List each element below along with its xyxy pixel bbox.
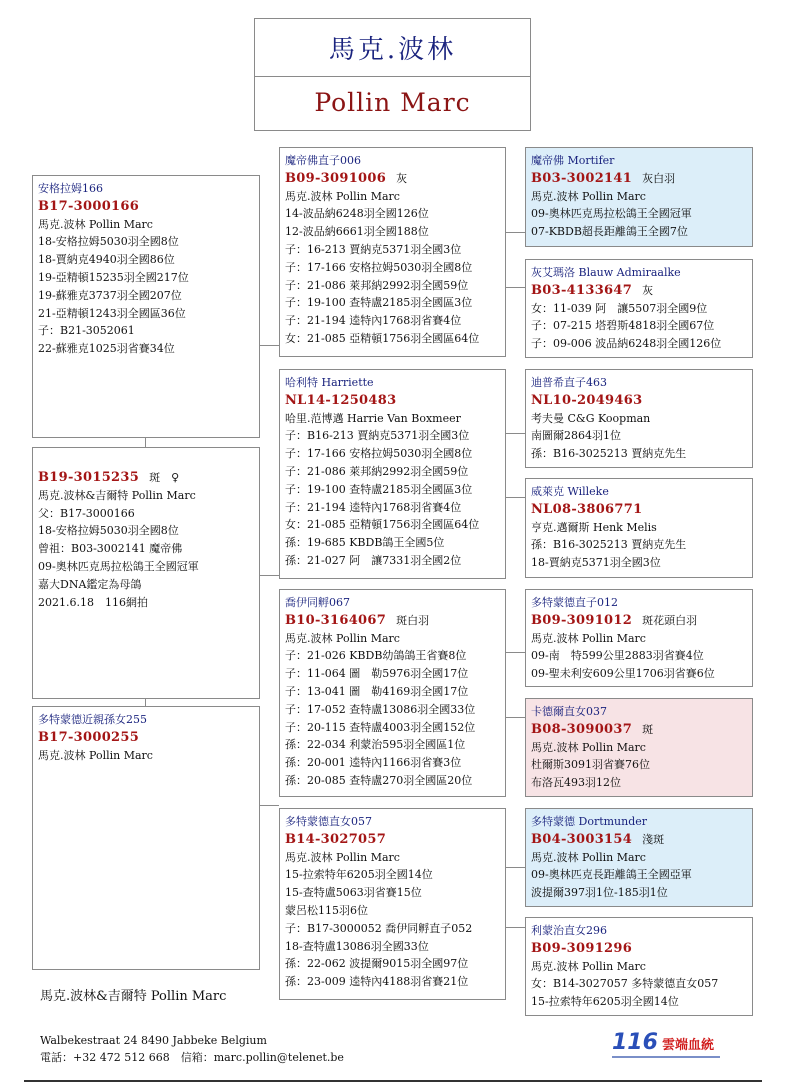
dss-card [525, 589, 753, 687]
dam-sire-line: 子：20-115 查特盧4003羽全國152位 [285, 720, 476, 734]
dam-sire-line: 子：17-052 查特盧13086羽全國33位 [285, 702, 476, 716]
connector-line [505, 287, 525, 288]
ssd-name: 灰艾瑪洛 Blauw Admiraalke [531, 266, 681, 279]
sire-line: 22-蘇雅克1025羽省賽34位 [38, 342, 175, 356]
sds-line: 南圖爾2864羽1位 [531, 429, 621, 443]
sire-sire-line: 女：21-085 亞精頓1756羽全國區64位 [285, 331, 480, 345]
contact-line: 電話：+32 472 512 668 信箱：marc.pollin@telenet.be [40, 1051, 344, 1064]
sss-ring: B03-3002141 灰白羽 [531, 170, 676, 186]
sire-line: 19-亞精頓15235羽全國217位 [38, 270, 189, 284]
dam-card [32, 706, 260, 970]
sdd-ring: NL08-3806771 [531, 501, 643, 517]
dam-dam-line: 蒙呂松115羽6位 [285, 903, 368, 917]
sdd-card [525, 478, 753, 578]
subject-line: 18-安格拉姆5030羽全國8位 [38, 524, 179, 538]
sire-sire-name: 魔帝佛直子006 [285, 154, 361, 167]
sire-line: 18-安格拉姆5030羽全國8位 [38, 235, 179, 249]
sire-ring: B17-3000166 [38, 198, 140, 214]
ddd-ring: B09-3091296 [531, 940, 633, 956]
ddd-line: 女：B14-3027057 多特蒙德直女057 [531, 977, 719, 991]
title-chinese: 馬克.波林 [255, 19, 530, 77]
dam-line: 馬克.波林 Pollin Marc [38, 748, 153, 762]
sss-name: 魔帝佛 Mortifer [531, 154, 615, 167]
sire-dam-line: 子：19-100 查特盧2185羽全國區3位 [285, 482, 473, 496]
sire-sire-ring: B09-3091006 灰 [285, 170, 408, 186]
dam-dam-name: 多特蒙德直女057 [285, 815, 372, 828]
dam-dam-line: 15-查特盧5063羽省賽15位 [285, 886, 422, 900]
subject-line: 09-奧林匹克馬拉松鴿王全國冠軍 [38, 559, 199, 573]
connector-line [259, 805, 279, 806]
sire-sire-line: 馬克.波林 Pollin Marc [285, 189, 400, 203]
connector-line [505, 717, 525, 718]
sire-sire-line: 子：17-166 安格拉姆5030羽全國8位 [285, 260, 473, 274]
connector-line [505, 867, 525, 868]
sire-dam-line: 哈里.范博邁 Harrie Van Boxmeer [285, 411, 461, 425]
ddd-card [525, 917, 753, 1016]
sdd-name: 威萊克 Willeke [531, 485, 609, 498]
sds-card [525, 369, 753, 468]
owner-name: 馬克.波林&吉爾特 Pollin Marc [40, 989, 227, 1004]
dss-line: 09-南 特599公里2883羽省賽4位 [531, 649, 704, 663]
dam-name: 多特蒙德近親孫女255 [38, 713, 147, 726]
sire-line: 子：B21-3052061 [38, 324, 135, 338]
dam-sire-line: 馬克.波林 Pollin Marc [285, 631, 400, 645]
address-line: Walbekestraat 24 8490 Jabbeke Belgium [40, 1034, 267, 1047]
sss-line: 09-奧林匹克馬拉松鴿王全國冠軍 [531, 207, 692, 221]
sire-line: 21-亞精頓1243羽全國區36位 [38, 306, 186, 320]
connector-line [145, 698, 146, 706]
dds-line: 馬克.波林 Pollin Marc [531, 850, 646, 864]
sire-sire-line: 12-波品納6661羽全國188位 [285, 225, 429, 239]
dam-sire-line: 孫：22-034 利蒙治595羽全國區1位 [285, 738, 466, 752]
subject-line: 嘉大DNA鑑定為母鴿 [38, 577, 142, 591]
dam-sire-line: 孫：20-001 逵特內1166羽省賽3位 [285, 756, 462, 770]
logo-text: 雲端血統 [661, 1038, 714, 1053]
dam-sire-ring: B10-3164067 斑白羽 [285, 612, 430, 628]
connector-line [145, 437, 146, 447]
sire-line: 19-蘇雅克3737羽全國207位 [38, 288, 182, 302]
connector-line [505, 927, 525, 928]
dam-dam-line: 孫：22-062 波提爾9015羽全國97位 [285, 957, 469, 971]
dds-name: 多特蒙德 Dortmunder [531, 815, 648, 828]
sire-sire-card [279, 147, 506, 357]
connector-line [259, 575, 279, 576]
dds-line: 09-奧林匹克長距離鴿王全國亞軍 [531, 868, 692, 882]
logo-underline [612, 1056, 720, 1058]
connector-line [505, 497, 525, 498]
ssd-ring: B03-4133647 灰 [531, 282, 654, 298]
sire-sire-line: 子：19-100 查特盧2185羽全國區3位 [285, 296, 473, 310]
dsd-name: 卡德爾直女037 [531, 705, 607, 718]
sds-line: 孫：B16-3025213 賈納克先生 [531, 447, 687, 461]
sire-dam-line: 子：21-086 萊邦納2992羽全國59位 [285, 464, 469, 478]
dds-ring: B04-3003154 淺斑 [531, 831, 665, 847]
ddd-name: 利蒙治直女296 [531, 924, 607, 937]
connector-line [505, 232, 525, 233]
dam-dam-card [279, 808, 506, 1000]
dam-sire-line: 子：11-064 圖 勒5976羽全國17位 [285, 667, 469, 681]
dss-name: 多特蒙德直子012 [531, 596, 618, 609]
subject-name [38, 452, 254, 469]
dds-card [525, 808, 753, 907]
sss-card [525, 147, 753, 247]
dam-ring: B17-3000255 [38, 729, 140, 745]
sire-dam-line: 女：21-085 亞精頓1756羽全國區64位 [285, 518, 480, 532]
sire-line: 馬克.波林 Pollin Marc [38, 217, 153, 231]
dam-dam-line: 18-查特盧13086羽全國33位 [285, 939, 429, 953]
sire-sire-line: 子：21-194 逵特內1768羽省賽4位 [285, 314, 462, 328]
sire-dam-name: 哈利特 Harriette [285, 376, 374, 389]
dsd-line: 馬克.波林 Pollin Marc [531, 740, 646, 754]
subject-ring: B19-3015235 斑 ♀ [38, 470, 180, 485]
ddd-line: 15-拉索特年6205羽全國14位 [531, 995, 679, 1009]
sire-dam-line: 子：B16-213 賈納克5371羽全國3位 [285, 429, 470, 443]
sdd-line: 18-賈納克5371羽全國3位 [531, 556, 661, 570]
sss-line: 馬克.波林 Pollin Marc [531, 189, 646, 203]
sire-card [32, 175, 260, 438]
dsd-card [525, 698, 753, 797]
ssd-card [525, 259, 753, 358]
ssd-line: 子：09-006 波品納6248羽全國126位 [531, 337, 722, 351]
sire-dam-ring: NL14-1250483 [285, 392, 397, 408]
subject-line: 父：B17-3000166 [38, 506, 135, 520]
subject-line: 曾祖：B03-3002141 魔帝佛 [38, 542, 183, 556]
page-bottom-rule [24, 1080, 762, 1082]
sire-sire-line: 子：16-213 賈納克5371羽全國3位 [285, 242, 462, 256]
dss-line: 馬克.波林 Pollin Marc [531, 631, 646, 645]
dsd-ring: B08-3090037 斑 [531, 721, 654, 737]
dam-sire-name: 喬伊同孵067 [285, 596, 350, 609]
sire-dam-line: 孫：21-027 阿 讓7331羽全國2位 [285, 553, 462, 567]
sire-sire-line: 子：21-086 萊邦納2992羽全國59位 [285, 278, 469, 292]
sdd-line: 孫：B16-3025213 賈納克先生 [531, 538, 687, 552]
dss-line: 09-聖未利安609公里1706羽省賽6位 [531, 667, 715, 681]
connector-line [505, 652, 525, 653]
dsd-line: 杜爾斯3091羽省賽76位 [531, 758, 650, 772]
sire-dam-card [279, 369, 506, 579]
sire-sire-line: 14-波品納6248羽全國126位 [285, 207, 429, 221]
sire-dam-line: 孫：19-685 KBDB鴿王全國5位 [285, 536, 445, 550]
ssd-line: 女：11-039 阿 讓5507羽全國9位 [531, 301, 708, 315]
sire-dam-line: 子：17-166 安格拉姆5030羽全國8位 [285, 447, 473, 461]
connector-line [259, 345, 279, 346]
logo-number: 116 [612, 1030, 658, 1055]
sire-dam-line: 子：21-194 逵特內1768羽省賽4位 [285, 500, 462, 514]
dss-ring: B09-3091012 斑花頭白羽 [531, 612, 698, 628]
title-box [254, 18, 531, 131]
sdd-line: 亨克.邁爾斯 Henk Melis [531, 520, 657, 534]
subject-line: 馬克.波林&吉爾特 Pollin Marc [38, 488, 196, 502]
dam-dam-line: 15-拉索特年6205羽全國14位 [285, 868, 433, 882]
ddd-line: 馬克.波林 Pollin Marc [531, 959, 646, 973]
dam-dam-line: 孫：23-009 逵特內4188羽省賽21位 [285, 975, 469, 989]
dds-line: 波提爾397羽1位-185羽1位 [531, 886, 668, 900]
dam-dam-line: 馬克.波林 Pollin Marc [285, 850, 400, 864]
ssd-line: 子：07-215 塔碧斯4818羽全國67位 [531, 319, 715, 333]
title-english: Pollin Marc [314, 88, 471, 117]
sds-ring: NL10-2049463 [531, 392, 643, 408]
sds-line: 考夫曼 C&G Koopman [531, 411, 651, 425]
sire-line: 18-賈納克4940羽全國86位 [38, 253, 175, 267]
dam-dam-ring: B14-3027057 [285, 831, 387, 847]
sss-line: 07-KBDB超長距離鴿王全國7位 [531, 225, 688, 239]
dsd-line: 布洛瓦493羽12位 [531, 776, 621, 790]
dam-dam-line: 子：B17-3000052 喬伊同孵直子052 [285, 921, 473, 935]
connector-line [505, 433, 525, 434]
brand-logo [612, 1030, 714, 1058]
dam-sire-line: 孫：20-085 查特盧270羽全國區20位 [285, 773, 473, 787]
contact-block [40, 1032, 344, 1066]
subject-card [32, 447, 260, 699]
sire-name: 安格拉姆166 [38, 182, 103, 195]
subject-line: 2021.6.18 116網拍 [38, 595, 148, 609]
dam-sire-line: 子：21-026 KBDB幼鴿鴿王省賽8位 [285, 649, 467, 663]
dam-sire-line: 子：13-041 圖 勒4169羽全國17位 [285, 684, 469, 698]
sds-name: 迪普希直子463 [531, 376, 607, 389]
dam-sire-card [279, 589, 506, 797]
